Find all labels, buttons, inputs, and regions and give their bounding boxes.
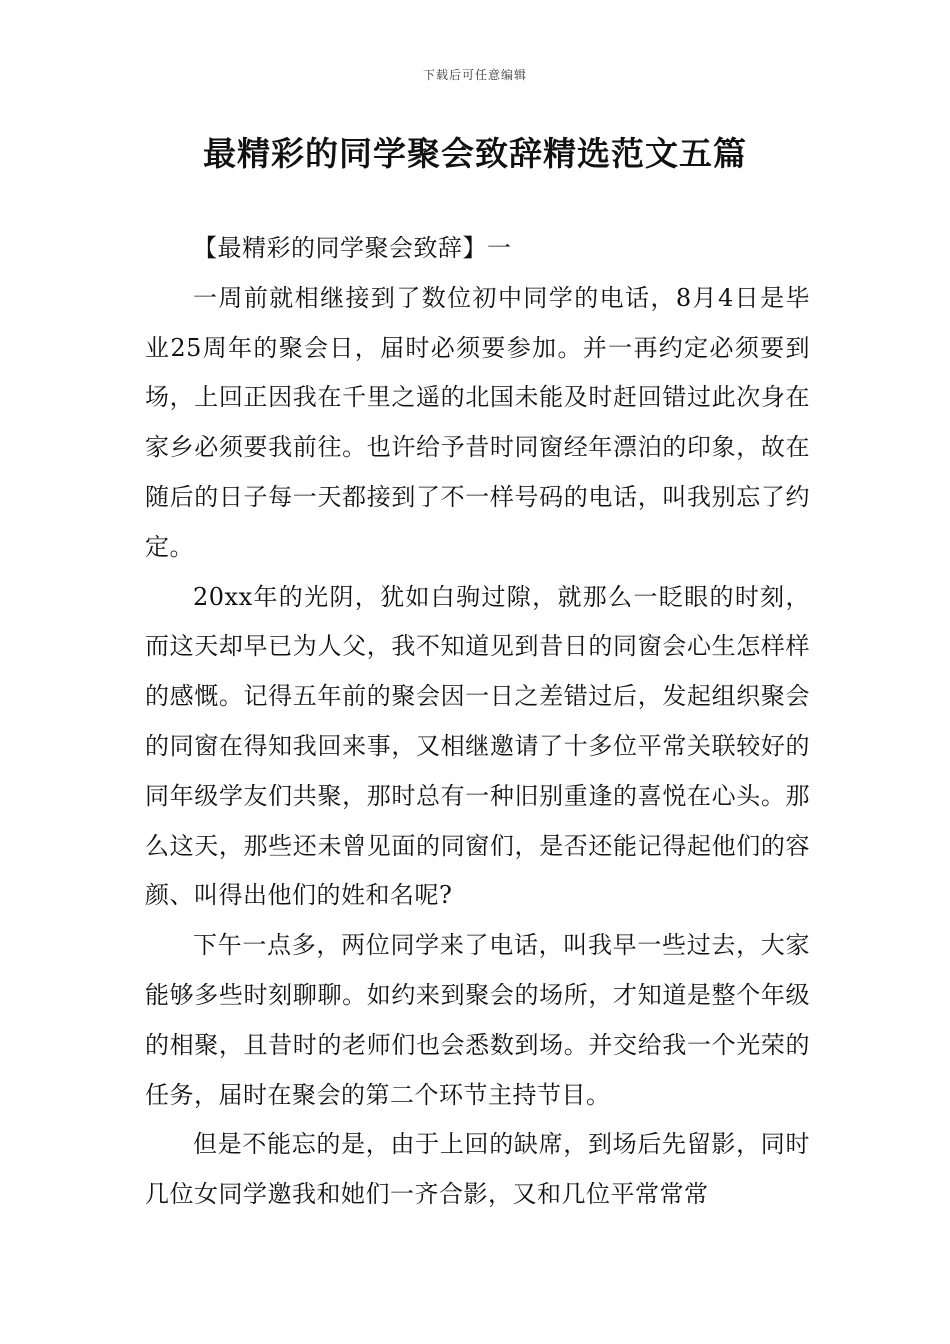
- document-body: [145, 224, 810, 1220]
- header-note: 下载后可任意编辑: [422, 68, 527, 82]
- paragraph: 下午一点多，两位同学来了电话，叫我早一些过去，大家能够多些时刻聊聊。如约来到聚会的场所，才知道是整个年级的相聚，且昔时的老师们也会悉数到场。并交给我一个光荣的任务，届时在聚会的第二个环节主持节目。: [145, 931, 810, 1109]
- document-title: 最精彩的同学聚会致辞精选范文五篇: [203, 134, 747, 173]
- paragraph: 一周前就相继接到了数位初中同学的电话，8月4日是毕业25周年的聚会日，届时必须要参加。并一再约定必须要到场，上回正因我在千里之遥的北国未能及时赶回错过此次身在家乡必须要我前往。也许给予昔时同窗经年漂泊的印象，故在随后的日子每一天都接到了不一样号码的电话，叫我别忘了约定。: [145, 283, 810, 561]
- section-heading: 【最精彩的同学聚会致辞】一: [193, 234, 512, 262]
- paragraph: 但是不能忘的是，由于上回的缺席，到场后先留影，同时几位女同学邀我和她们一齐合影，又和几位平常常常: [145, 1130, 810, 1209]
- paragraph: 20xx年的光阴，犹如白驹过隙，就那么一眨眼的时刻，而这天却早已为人父，我不知道见到昔日的同窗会心生怎样样的感慨。记得五年前的聚会因一日之差错过后，发起组织聚会的同窗在得知我回来事，又相继邀请了十多位平常关联较好的同年级学友们共聚，那时总有一种旧别重逢的喜悦在心头。那么这天，那些还未曾见面的同窗们，是否还能记得起他们的容颜、叫得出他们的姓和名呢?: [145, 582, 810, 910]
